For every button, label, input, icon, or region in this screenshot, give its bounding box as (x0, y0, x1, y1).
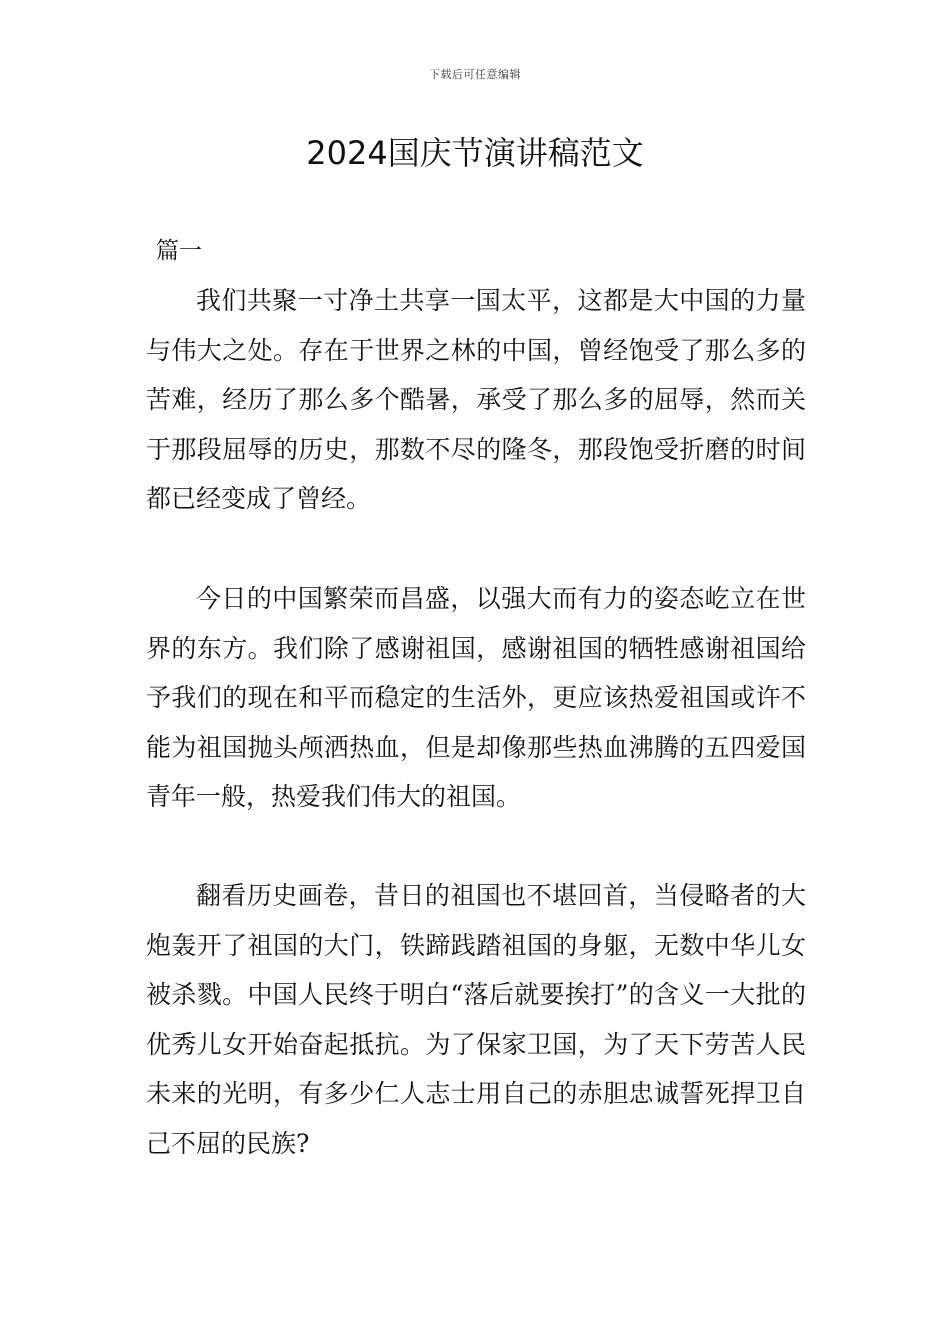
header-note: 下载后可任意编辑 (429, 68, 521, 81)
section-label: 篇一 (156, 238, 202, 264)
page-title: 2024国庆节演讲稿范文 (306, 134, 644, 172)
paragraph-2: 今日的中国繁荣而昌盛，以强大而有力的姿态屹立在世界的东方。我们除了感谢祖国，感谢祖国的牺牲感谢祖国给予我们的现在和平而稳定的生活外，更应该热爱祖国或许不能为祖国抛头颅洒热血，但是却像那些热血沸腾的五四爱国青年一般，热爱我们伟大的祖国。 (146, 584, 806, 812)
paragraph-3: 翻看历史画卷，昔日的祖国也不堪回首，当侵略者的大炮轰开了祖国的大门，铁蹄践踏祖国的身躯，无数中华儿女被杀戮。中国人民终于明白“落后就要挨打”的含义一大批的优秀儿女开始奋起抵抗。为了保家卫国，为了天下劳苦人民未来的光明，有多少仁人志士用自己的赤胆忠诚誓死捍卫自己不屈的民族? (146, 881, 806, 1158)
paragraph-1: 我们共聚一寸净土共享一国太平，这都是大中国的力量与伟大之处。存在于世界之林的中国，曾经饱受了那么多的苦难，经历了那么多个酷暑，承受了那么多的屈辱，然而关于那段屈辱的历史，那数不尽的隆冬，那段饱受折磨的时间都已经变成了曾经。 (146, 286, 806, 514)
